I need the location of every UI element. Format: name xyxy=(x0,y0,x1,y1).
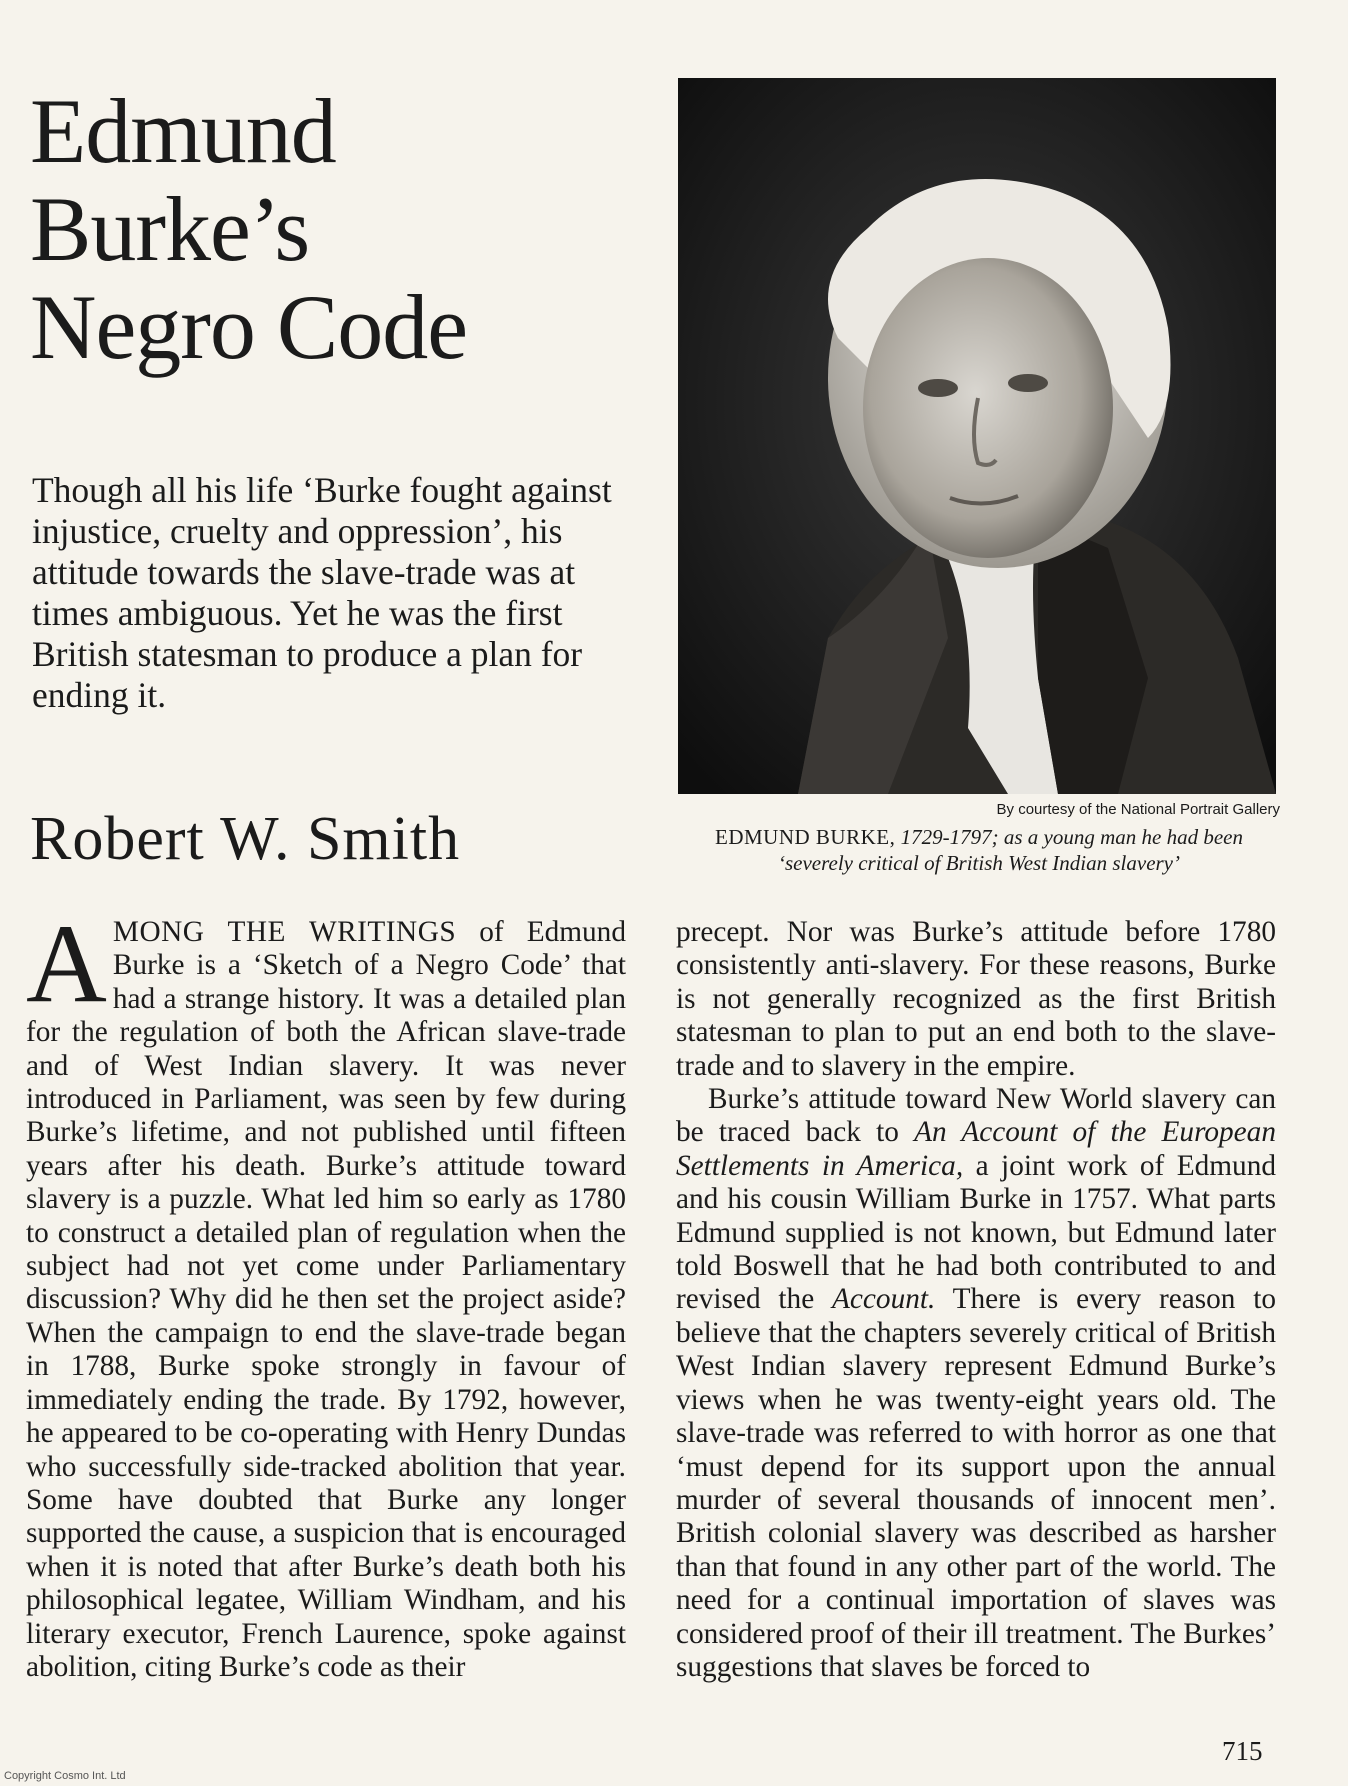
body-paragraph-1 xyxy=(26,902,626,1684)
paragraph-2-text-a: Burke’s attitude toward New World slavery can be traced back to xyxy=(676,1083,1276,1149)
caption-text: 1729-1797; as a young man he had been ‘severely critical of British West Indian slavery’ xyxy=(777,825,1243,875)
drop-cap: A xyxy=(26,902,107,1026)
title-line-3: Negro Code xyxy=(30,276,468,378)
body-column-left xyxy=(26,902,626,1684)
portrait-image xyxy=(678,78,1276,794)
portrait-engraving-icon xyxy=(678,78,1276,794)
article-title xyxy=(30,82,650,376)
body-paragraph-2 xyxy=(676,1083,1276,1684)
paragraph-2-text-b: a joint work of Edmund and his cousin William Burke in 1757. What parts Edmund supplied is not known, but Edmund later told Boswell that he had both contributed to and revised the xyxy=(676,1149,1277,1316)
standfirst: Though all his life ‘Burke fought against injustice, cruelty and oppression’, his attitude towards the slave-trade was at times ambiguous. Yet he was the first British statesman to produce a plan for ending it. xyxy=(32,470,612,715)
page-number: 715 xyxy=(1222,1736,1263,1766)
body-column-right xyxy=(676,916,1276,1684)
author-byline: Robert W. Smith xyxy=(30,805,461,873)
photo-credit: By courtesy of the National Portrait Gallery xyxy=(996,801,1280,818)
paragraph-2-text-c: There is every reason to believe that the chapters severely critical of British West Indian slavery represent Edmund Burke’s views when he was twenty-eight years old. The slave-trade was referred to with horror as one that ‘must depend for its support upon the annual murder of several thousands of innocent men’. British colonial slavery was described as harsher than that found in any other part of the world. The need for a continual importation of slaves was considered proof of their ill treatment. The Burkes’ suggestions that slaves be forced to xyxy=(676,1283,1276,1683)
lead-in: MONG THE WRITINGS xyxy=(112,916,457,948)
body-paragraph-1-cont: precept. Nor was Burke’s attitude before 1780 consistently anti-slavery. For these reasons, Burke is not generally recognized as the first British statesman to plan to put an end both to the slave-trade and to slavery in the empire. xyxy=(676,916,1276,1082)
book-title-short: Account. xyxy=(832,1283,936,1316)
book-title: An Account of the European Settlements in America, xyxy=(676,1116,1276,1182)
title-line-1: Edmund xyxy=(30,80,336,182)
caption-name: EDMUND BURKE, xyxy=(715,825,896,849)
paragraph-1-text: of Edmund Burke is a ‘Sketch of a Negro Code’ that had a strange history. It was a detailed plan for the regulation of both the African slave-trade and of West Indian slavery. It was never introduced in Parliament, was seen by few during Burke’s lifetime, and not published until fifteen years after his death. Burke’s attitude toward slavery is a puzzle. What led him so early as 1780 to construct a detailed plan of regulation when the subject had not yet come under Parliamentary discussion? Why did he then set the project aside? When the campaign to end the slave-trade began in 1788, Burke spoke strongly in favour of immediately ending the trade. By 1792, however, he appeared to be co-operating with Henry Dundas who successfully side-tracked abolition that year. Some have doubted that Burke any longer supported the cause, a suspicion that is encouraged when it is noted that after Burke’s death both his philosophical legatee, William Windham, and his literary executor, French Laurence, spoke against abolition, citing Burke’s code as their xyxy=(26,916,626,1683)
figure-caption xyxy=(678,824,1280,876)
copyright-notice: Copyright Cosmo Int. Ltd xyxy=(4,1770,126,1782)
title-line-2: Burke’s xyxy=(30,178,310,280)
